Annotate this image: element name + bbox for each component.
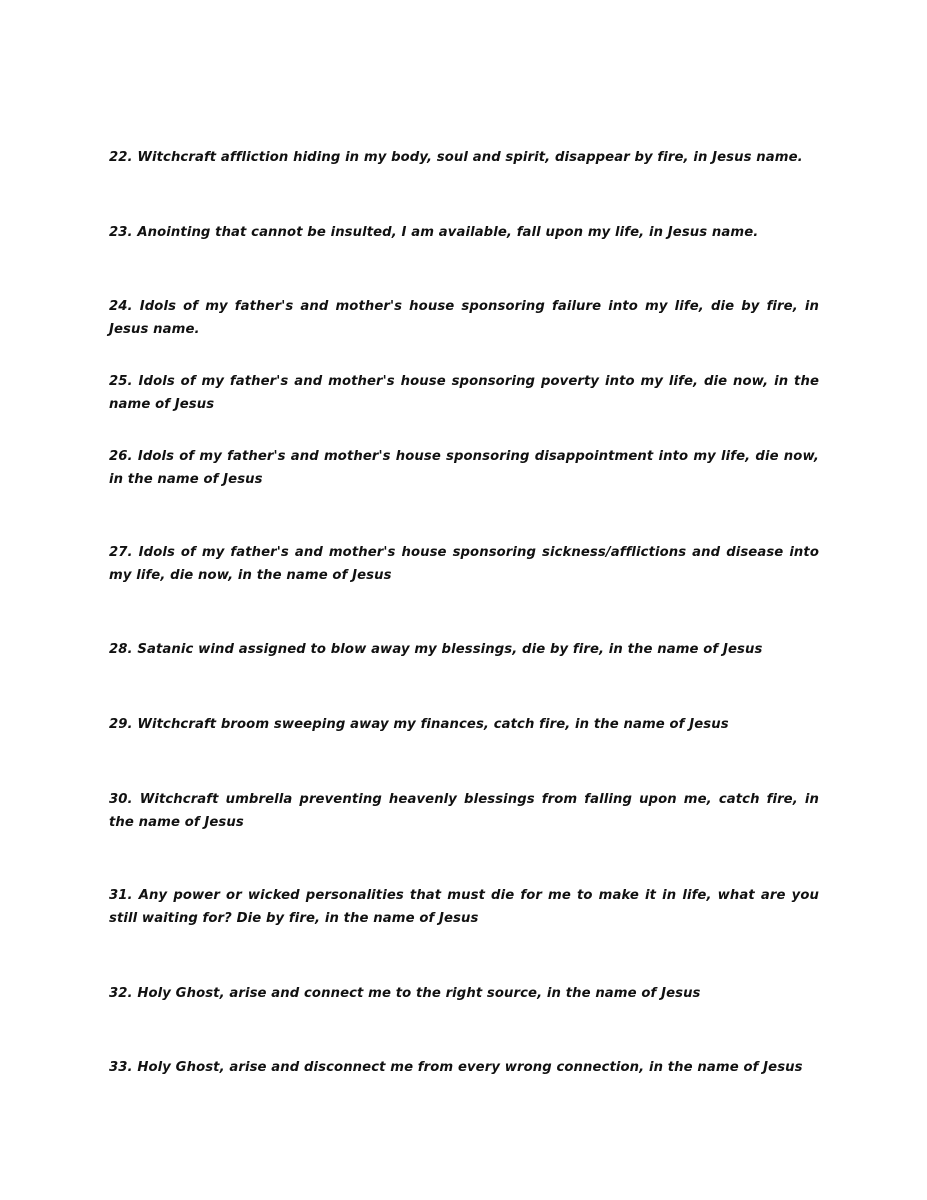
- prayer-item-27: 27. Idols of my father's and mother's house sponsoring sickness/afflictions and disease into my life, die now, in the name of Jesus: [109, 545, 819, 583]
- prayer-item-22: 22. Witchcraft affliction hiding in my body, soul and spirit, disappear by fire, in Jesus name.: [109, 150, 803, 165]
- prayer-item-32: 32. Holy Ghost, arise and connect me to the right source, in the name of Jesus: [109, 986, 701, 1001]
- prayer-item-29: 29. Witchcraft broom sweeping away my finances, catch fire, in the name of Jesus: [109, 717, 729, 732]
- prayer-item-23: 23. Anointing that cannot be insulted, I am available, fall upon my life, in Jesus name.: [109, 225, 759, 240]
- prayer-item-33: 33. Holy Ghost, arise and disconnect me from every wrong connection, in the name of Jesus: [109, 1060, 803, 1075]
- prayer-item-31: 31. Any power or wicked personalities that must die for me to make it in life, what are you still waiting for? Die by fire, in the name of Jesus: [109, 888, 819, 926]
- prayer-item-25: 25. Idols of my father's and mother's house sponsoring poverty into my life, die now, in the name of Jesus: [109, 374, 819, 412]
- prayer-item-24: 24. Idols of my father's and mother's house sponsoring failure into my life, die by fire, in Jesus name.: [109, 299, 819, 337]
- prayer-item-28: 28. Satanic wind assigned to blow away my blessings, die by fire, in the name of Jesus: [109, 642, 763, 657]
- prayer-item-30: 30. Witchcraft umbrella preventing heavenly blessings from falling upon me, catch fire, in the name of Jesus: [109, 792, 819, 830]
- prayer-item-26: 26. Idols of my father's and mother's house sponsoring disappointment into my life, die now, in the name of Jesus: [109, 449, 819, 487]
